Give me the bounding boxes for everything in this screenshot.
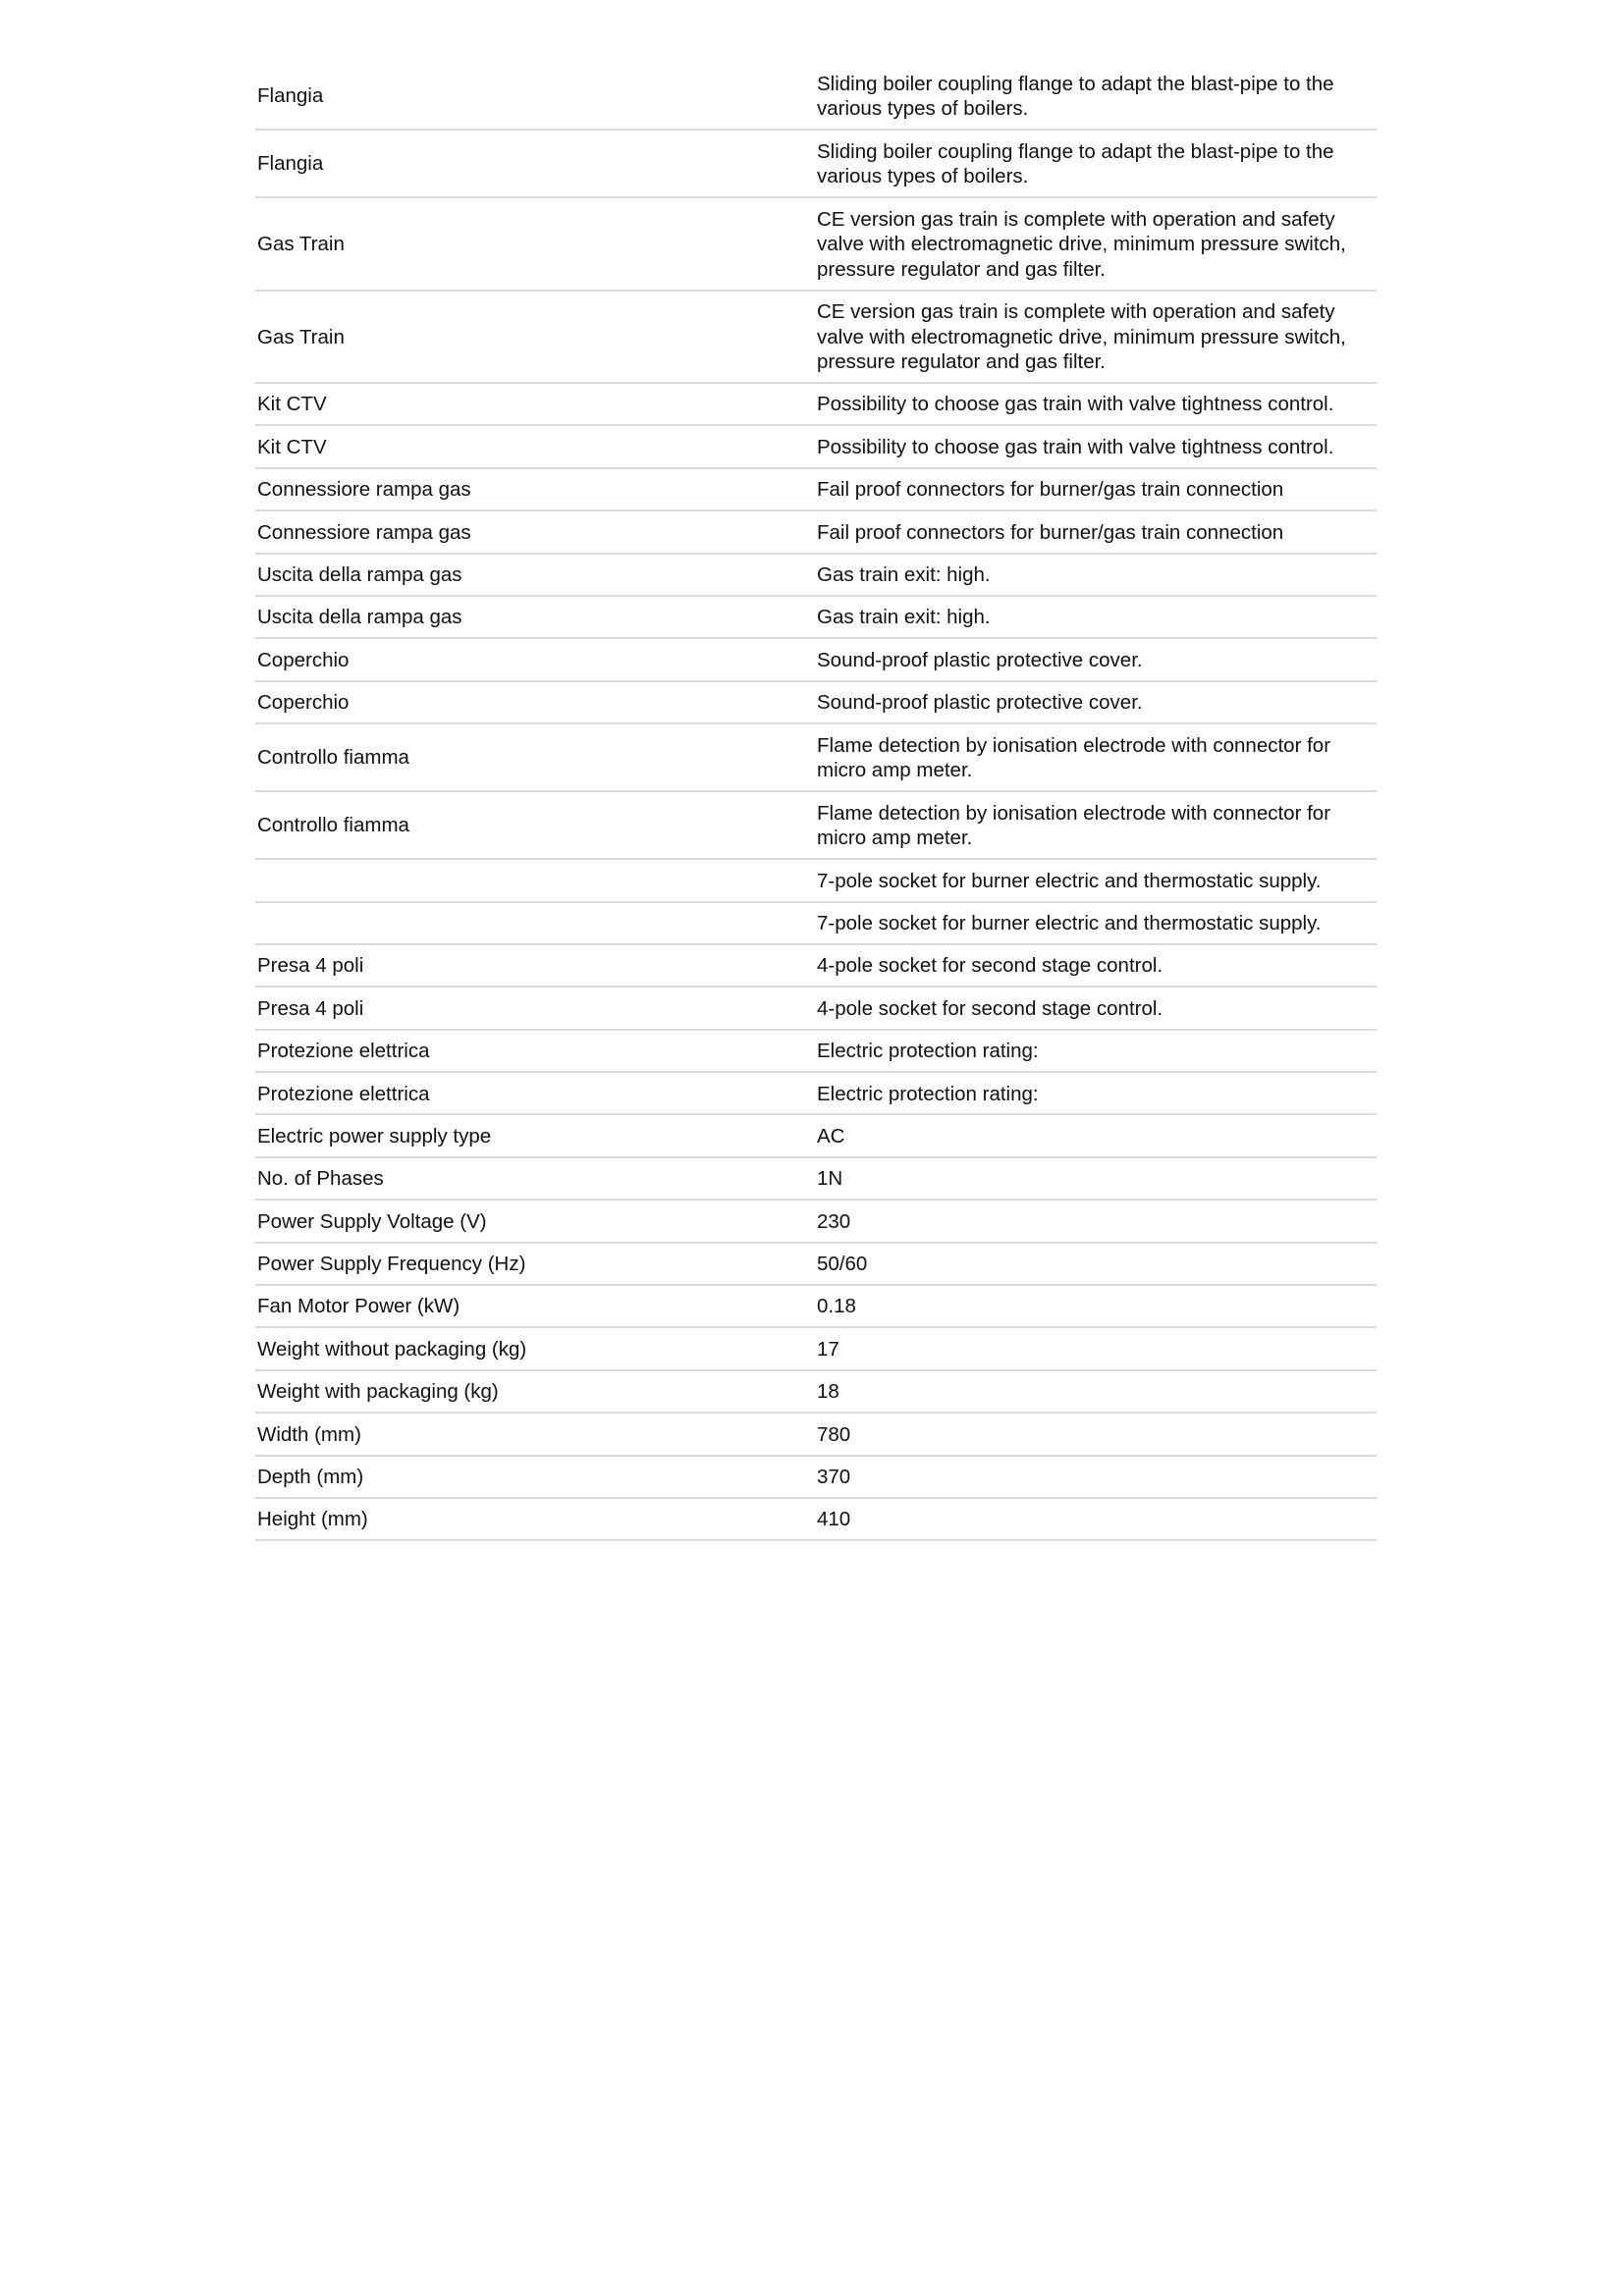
spec-label: Protezione elettrica [257,1040,430,1063]
spec-row [255,1286,1377,1328]
spec-value: 7-pole socket for burner electric and thermostatic supply. [817,869,1322,892]
spec-value: 230 [817,1209,851,1233]
spec-value: Flame detection by ionisation electrode with connector for micro amp meter. [817,801,1331,850]
spec-label: Fan Motor Power (kW) [257,1295,460,1318]
spec-value: 17 [817,1337,839,1361]
spec-label: Weight with packaging (kg) [257,1380,499,1404]
spec-value: Sound-proof plastic protective cover. [817,648,1143,671]
spec-value: 0.18 [817,1295,856,1318]
spec-label: Protezione elettrica [257,1082,430,1105]
spec-row [255,945,1377,988]
spec-row [255,1371,1377,1414]
spec-value: 50/60 [817,1253,868,1276]
spec-row [255,639,1377,681]
spec-label: Flangia [257,152,324,176]
spec-row [255,988,1377,1030]
spec-row [255,555,1377,597]
spec-value: 410 [817,1508,851,1531]
spec-row [255,1073,1377,1115]
spec-label: Connessiore rampa gas [257,478,471,502]
spec-row [255,426,1377,468]
spec-value: 1N [817,1167,843,1191]
spec-value: AC [817,1124,845,1148]
spec-row [255,682,1377,724]
spec-value: 370 [817,1466,851,1489]
spec-label: Gas Train [257,233,345,255]
spec-value: Fail proof connectors for burner/gas train connection [817,478,1284,502]
spec-row [255,1414,1377,1456]
spec-row [255,1328,1377,1370]
spec-row [255,597,1377,639]
spec-row [255,1499,1377,1541]
spec-row [255,1158,1377,1201]
spec-value: Possibility to choose gas train with valve tightness control. [817,393,1334,416]
spec-label: Depth (mm) [257,1466,364,1489]
spec-value: 7-pole socket for burner electric and thermostatic supply. [817,911,1322,934]
spec-table [255,63,1377,1541]
spec-label: Gas Train [257,325,345,348]
spec-label: Height (mm) [257,1508,368,1531]
spec-label: Connessiore rampa gas [257,520,471,544]
spec-row [255,511,1377,554]
spec-row [255,724,1377,792]
spec-value: 780 [817,1422,851,1446]
spec-label: Power Supply Frequency (Hz) [257,1253,526,1276]
spec-value: Electric protection rating: [817,1040,1039,1063]
spec-row [255,1031,1377,1073]
spec-value: Sliding boiler coupling flange to adapt the blast-pipe to the various types of boilers. [817,72,1334,120]
spec-label: Kit CTV [257,393,327,416]
spec-value: Electric protection rating: [817,1082,1039,1105]
spec-row [255,131,1377,198]
spec-value: CE version gas train is complete with operation and safety valve with electromagnetic drive, minimum pressure switch, pressure regulator and gas filter. [817,300,1346,373]
spec-value: Gas train exit: high. [817,563,991,586]
spec-value: 4-pole socket for second stage control. [817,996,1163,1020]
spec-value: Gas train exit: high. [817,606,991,629]
spec-value: Flame detection by ionisation electrode with connector for micro amp meter. [817,733,1331,782]
spec-label: Width (mm) [257,1422,361,1446]
spec-label: Controllo fiamma [257,814,409,837]
spec-value: 18 [817,1380,839,1404]
spec-row [255,903,1377,945]
spec-value: 4-pole socket for second stage control. [817,954,1163,978]
spec-label: Weight without packaging (kg) [257,1337,527,1361]
spec-row [255,1201,1377,1243]
spec-label: Controllo fiamma [257,746,409,770]
spec-label: Coperchio [257,691,350,715]
spec-label: Coperchio [257,648,350,671]
spec-value: Sliding boiler coupling flange to adapt the blast-pipe to the various types of boilers. [817,139,1334,187]
spec-row [255,792,1377,860]
spec-value: CE version gas train is complete with operation and safety valve with electromagnetic drive, minimum pressure switch, pressure regulator and gas filter. [817,207,1346,281]
spec-row [255,292,1377,385]
spec-row [255,1244,1377,1286]
spec-label: Electric power supply type [257,1124,492,1148]
spec-row [255,1115,1377,1157]
spec-label: Presa 4 poli [257,996,364,1020]
spec-label: Flangia [257,84,324,108]
spec-row [255,1457,1377,1499]
spec-row [255,469,1377,511]
spec-row [255,63,1377,131]
spec-row [255,860,1377,902]
spec-value: Fail proof connectors for burner/gas train connection [817,520,1284,544]
spec-value: Possibility to choose gas train with valve tightness control. [817,435,1334,458]
spec-label: Power Supply Voltage (V) [257,1209,487,1233]
spec-label: Kit CTV [257,435,327,458]
spec-label: Presa 4 poli [257,954,364,978]
spec-value: Sound-proof plastic protective cover. [817,691,1143,715]
spec-row [255,384,1377,426]
spec-label: Uscita della rampa gas [257,563,462,586]
spec-row [255,198,1377,292]
spec-label: No. of Phases [257,1167,384,1191]
spec-label: Uscita della rampa gas [257,606,462,629]
